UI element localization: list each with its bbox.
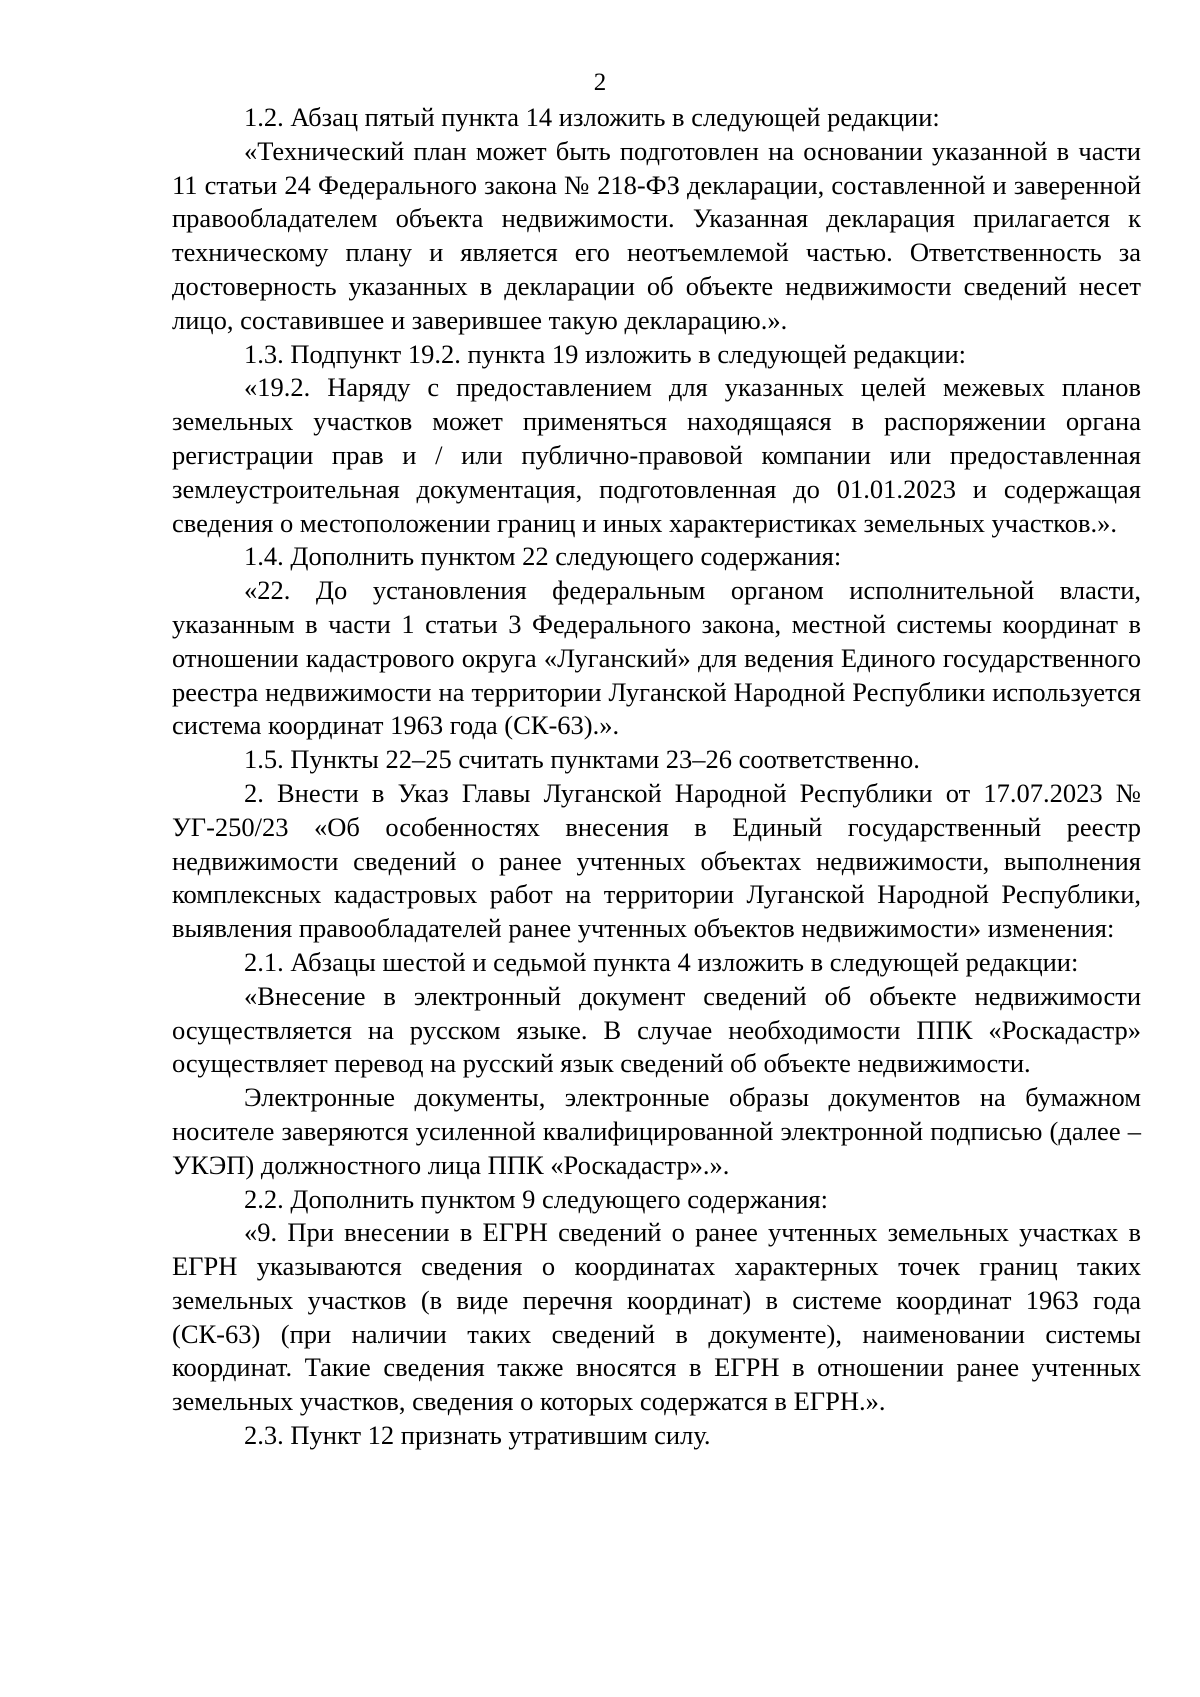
paragraph-2-1: 2.1. Абзацы шестой и седьмой пункта 4 изложить в следующей редакции: (244, 946, 1079, 977)
paragraph-1-3: 1.3. Подпункт 19.2. пункта 19 изложить в следующей редакции: (244, 338, 966, 369)
paragraph-1-4: 1.4. Дополнить пунктом 22 следующего содержания: (244, 541, 842, 572)
document-body (172, 101, 1141, 1453)
paragraph-1-5: 1.5. Пункты 22–25 считать пунктами 23–26 соответственно. (244, 744, 920, 775)
page-number: 2 (593, 69, 607, 96)
paragraph-2-3: 2.3. Пункт 12 признать утратившим силу. (244, 1420, 711, 1451)
paragraph-2-2: 2.2. Дополнить пунктом 9 следующего содержания: (244, 1183, 828, 1214)
paragraph-quote-russian-language: «Внесение в электронный документ сведений об объекте недвижимости осуществляется на русском языке. В случае необходимости ППК «Роскадастр» осуществляет перевод на русский язык сведений об объекте недвижимости. (172, 980, 1141, 1079)
paragraph-quote-technical-plan: «Технический план может быть подготовлен на основании указанной в части 11 статьи 24 Федерального закона № 218-ФЗ декларации, составленной и заверенной правообладателем объекта недвижимости. Указанная декларация прилагается к техническому плану и является его неотъемлемой частью. Ответственность за достоверность указанных в декларации об объекте недвижимости сведений несет лицо, составившее и заверившее такую декларацию.». (172, 135, 1141, 335)
paragraph-quote-9: «9. При внесении в ЕГРН сведений о ранее учтенных земельных участках в ЕГРН указываются сведения о координатах характерных точек границ таких земельных участков (в виде перечня координат) в системе координат 1963 года (СК-63) (при наличии таких сведений в документе), наименовании системы координат. Такие сведения также вносятся в ЕГРН в отношении ранее учтенных земельных участков, сведения о которых содержатся в ЕГРН.». (172, 1217, 1141, 1417)
paragraph-electronic-documents: Электронные документы, электронные образы документов на бумажном носителе заверяются усиленной квалифицированной электронной подписью (далее – УКЭП) должностного лица ППК «Роскадастр».». (172, 1082, 1141, 1180)
paragraph-1-2: 1.2. Абзац пятый пункта 14 изложить в следующей редакции: (244, 102, 940, 132)
paragraph-2: 2. Внести в Указ Главы Луганской Народной Республики от 17.07.2023 № УГ-250/23 «Об особенностях внесения в Единый государственный реестр недвижимости сведений о ранее учтенных объектах недвижимости, выполнения комплексных кадастровых работ на территории Луганской Народной Республики, выявления правообладателей ранее учтенных объектов недвижимости» изменения: (172, 777, 1141, 944)
paragraph-quote-22: «22. До установления федеральным органом исполнительной власти, указанным в части 1 статьи 3 Федерального закона, местной системы координат в отношении кадастрового округа «Луганский» для ведения Единого государственного реестра недвижимости на территории Луганской Народной Республики используется система координат 1963 года (СК-63).». (172, 575, 1141, 741)
paragraph-quote-19-2: «19.2. Наряду с предоставлением для указанных целей межевых планов земельных участков может применяться находящаяся в распоряжении органа регистрации прав и / или публично-правовой компании или предоставленная землеустроительная документация, подготовленная до 01.01.2023 и содержащая сведения о местоположении границ и иных характеристиках земельных участков.». (172, 372, 1141, 538)
